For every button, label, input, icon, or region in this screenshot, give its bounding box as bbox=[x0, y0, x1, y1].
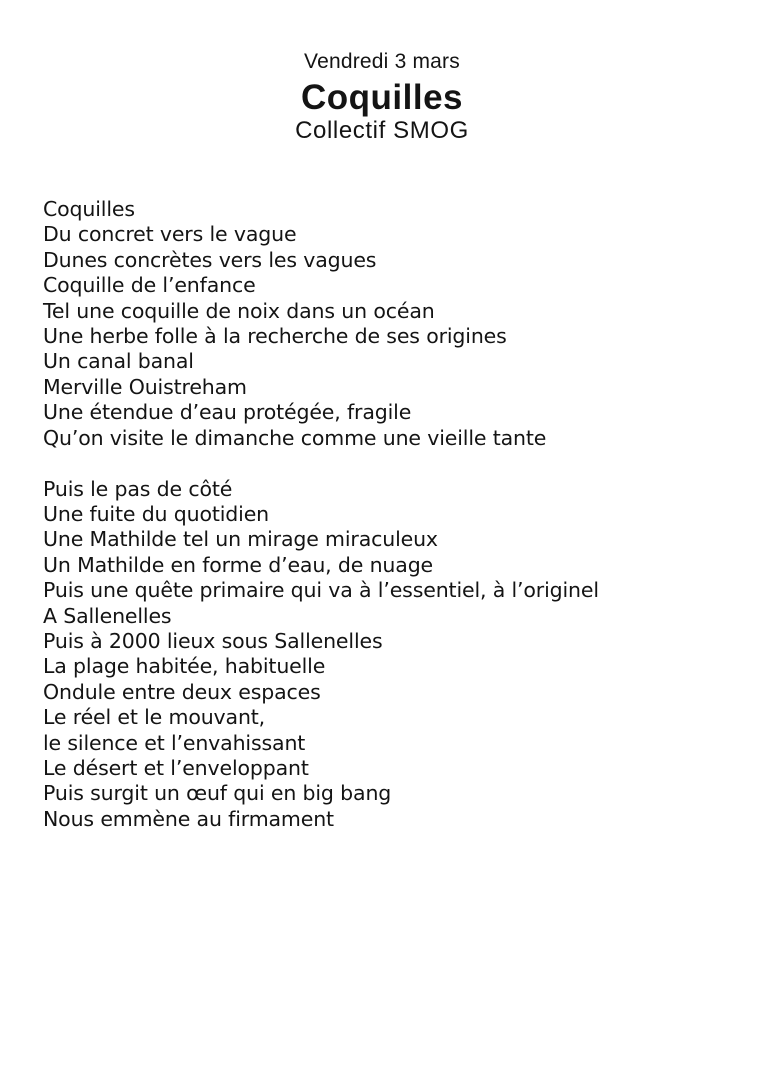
poem-line: Le désert et l’enveloppant bbox=[43, 756, 309, 781]
poem-line: Une Mathilde tel un mirage miraculeux bbox=[43, 527, 438, 552]
author-subtitle: Collectif SMOG bbox=[295, 117, 469, 144]
poem-line: La plage habitée, habituelle bbox=[43, 654, 326, 679]
poem-line: A Sallenelles bbox=[43, 603, 172, 628]
poem-line: Merville Ouistreham bbox=[43, 374, 247, 399]
poem-line: Puis le pas de côté bbox=[43, 476, 233, 501]
poem-line: Dunes concrètes vers les vagues bbox=[43, 247, 377, 272]
poem-line: Tel une coquille de noix dans un océan bbox=[43, 298, 435, 323]
poem-line: Une herbe folle à la recherche de ses origines bbox=[43, 324, 507, 349]
poem-body bbox=[43, 197, 743, 858]
stanza-1 bbox=[43, 197, 743, 451]
event-date: Vendredi 3 mars bbox=[304, 50, 460, 73]
poem-line: Puis à 2000 lieux sous Sallenelles bbox=[43, 629, 383, 653]
poem-line: Coquille de l’enfance bbox=[43, 273, 256, 298]
poem-line: Le réel et le mouvant, bbox=[43, 705, 266, 730]
page-title: Coquilles bbox=[300, 78, 464, 117]
poem-line: Une étendue d’eau protégée, fragile bbox=[43, 400, 412, 425]
poem-line: Ondule entre deux espaces bbox=[43, 679, 321, 704]
stanza-2 bbox=[43, 477, 743, 833]
poem-line: Un Mathilde en forme d’eau, de nuage bbox=[43, 552, 434, 577]
poem-line: Puis surgit un œuf qui en big bang bbox=[43, 781, 392, 806]
poem-line: Du concret vers le vague bbox=[43, 222, 297, 247]
event-header bbox=[0, 48, 764, 146]
poem-line: Qu’on visite le dimanche comme une vieille tante bbox=[43, 425, 547, 450]
poem-line: Nous emmène au firmament bbox=[43, 806, 334, 831]
poem-line: Une fuite du quotidien bbox=[43, 501, 270, 526]
poem-line: Coquilles bbox=[43, 197, 135, 221]
poem-line: Un canal banal bbox=[43, 349, 194, 374]
poem-line: le silence et l’envahissant bbox=[43, 730, 306, 755]
poem-line: Puis une quête primaire qui va à l’essentiel, à l’originel bbox=[43, 578, 599, 603]
